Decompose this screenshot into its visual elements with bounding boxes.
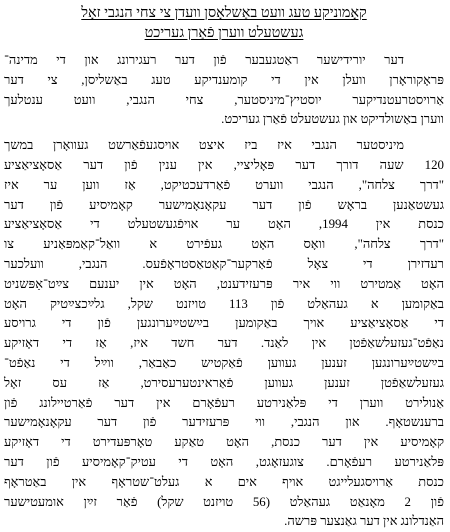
text-line: נאַפֿט־געזעלשאַפֿטן אין לאַנד. דער חשד איז, אַז די דאָזיקע	[4, 336, 444, 351]
text-line: געזעלשאַפֿטן זענען געווען פֿאַראינטערעסירט, אַז עס זאָל	[4, 375, 444, 390]
text-line: כנסת אין 1994, האָט ער אויפֿגעשטעלט די אַסאָציאַציע	[4, 217, 444, 232]
headline-line: געשטעלט ווערן פֿאַרן געריכט	[144, 25, 304, 41]
text-line: האַנדלונג אין דער גאַנצער פּרשה.	[284, 514, 444, 529]
text-line: אַנולירט ווערן די פּלאַנירטע רעפֿאָרם אין דער פֿאַרטיילונג פֿון	[4, 395, 444, 410]
headline-line: קאָמוניקע טעג וועט באַשלאָסן וועדן צי צחי הנגבי זאָל	[81, 5, 367, 21]
text-line: "דרך צלחה", וואָס האָט געפֿירט א וואַל־קאַמפּאַניע צו	[4, 237, 444, 252]
text-line: בײַשטײַערונגען זענען געווען פֿאַקטיש כאַבאַר, ווײַל די נאַפֿט־	[4, 355, 444, 370]
text-line: "דרך צלחה", הנגבי ווערט פֿאַרדעכטיקט, אַז ווען ער איז	[4, 177, 444, 192]
text-line: 120 שעה דורך דער פּאָליציי, אין ענין פֿון דער אַסאָציאַציע	[4, 157, 444, 172]
text-line: האָט אַמטירט ווי איר פּרעזידענט, האָט אין יענעם צײַט־אַפּשניט	[4, 276, 444, 291]
paragraph-1	[4, 51, 444, 130]
text-line: די אַסאָציאַציע אויך באַקומען בײַשטײַערונגען פֿון די גרויסע	[4, 316, 444, 331]
text-line: פּראָקוראָרן וועלן אין די קומענדיקע טעג באַשליסן, צי דער	[4, 72, 444, 87]
text-line: כנסת אַרויסגעלייגט אויף אים א געלט־שטראָף אין באַטראָף	[4, 474, 444, 489]
text-line: אַרויסטרעטנדיקער יוסטיץ־מיניסטער, צחי הנגבי, וועט ענטלעך	[4, 92, 444, 107]
text-line: ווערן באַשולדיקט און געשטעלט פֿאַרן געריכט.	[221, 112, 444, 127]
text-line: פֿון 2 מאָנאַט געהאַלט (56 טויזנט שקל) פֿאַר זײַן אומעטישער	[4, 494, 444, 509]
paragraph-2	[4, 136, 444, 532]
text-line: פּלאַנירטע רעפֿאָרם. צוגעזאָגט, האָט די עטיק־קאָמיסיע פֿון דער	[4, 454, 444, 469]
text-line: קאָמיסיע אין דער כנסת, האָט טאַקע טאָרפּעדירט די דאָזיקע	[4, 435, 444, 450]
text-line: באַקומען א געהאַלט פֿון 113 טויזנט שקל, גלײַכצײַטיק האָט	[4, 296, 444, 311]
text-line: ברענשטאָף. און הנגבי, ווי פּרעזידער פֿון דער עקאָנאָמישער	[4, 415, 444, 430]
text-line: מיניסטער הנגבי איז ביז איצט אויסגעפֿאַרשט געוואָרן במשך	[4, 138, 404, 153]
text-line: דער יורידישער ראַטגעבער פֿון דער רעגירונג און די מדינה־	[4, 53, 404, 67]
article	[4, 3, 444, 532]
article-headline	[4, 3, 444, 43]
text-line: געשטאַנען בראָש פֿון דער עקאָנאָמישער קאָמיסיע פֿון דער	[4, 197, 444, 212]
article-body	[4, 51, 444, 532]
text-line: רעדזירן די צאָל פֿאַרקער־קאַטאַסטראָפֿעס. הנגבי, וועלכער	[4, 256, 444, 271]
